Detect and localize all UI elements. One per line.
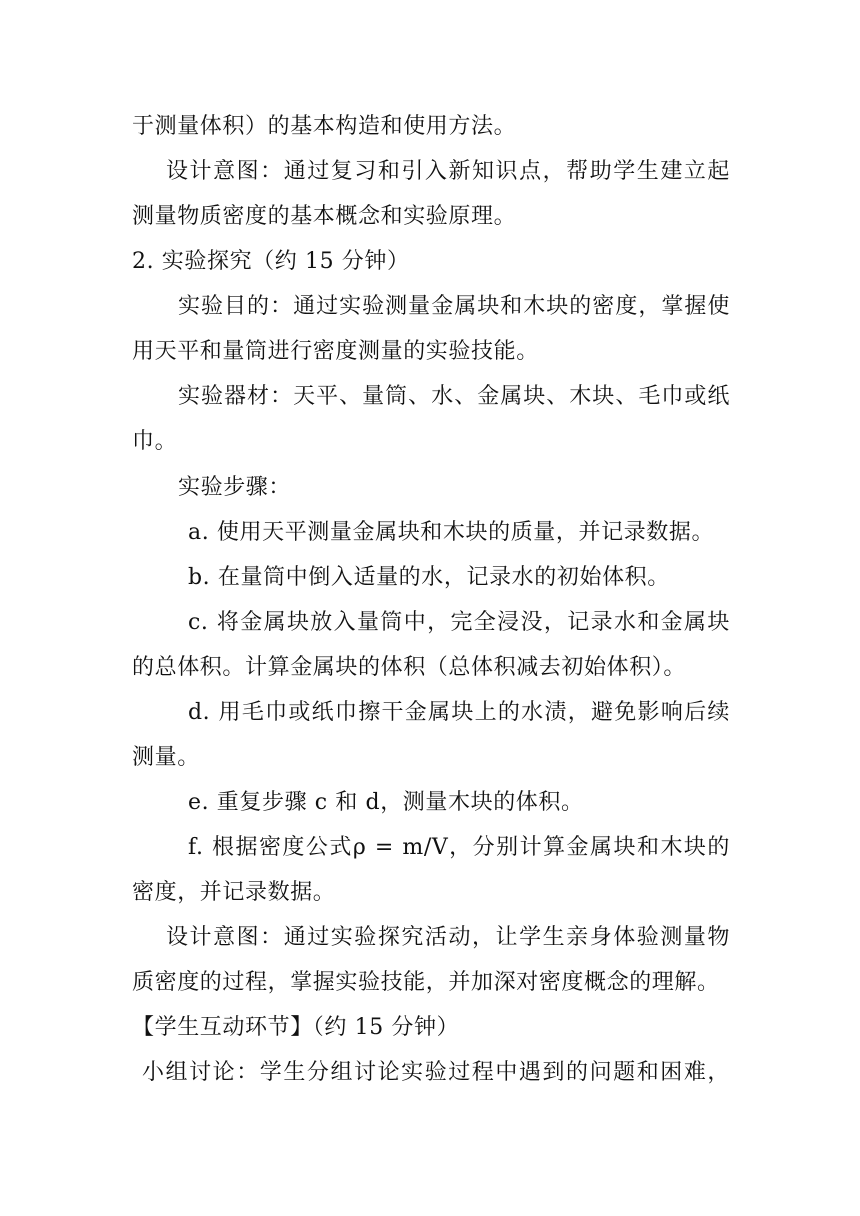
step-item: e. 重复步骤 c 和 d，测量木块的体积。	[188, 790, 584, 815]
step-item: f. 根据密度公式ρ = m/V，分别计算金属块和木块的	[188, 835, 730, 860]
text-line: 实验步骤：	[178, 475, 292, 500]
section-heading: 【学生互动环节】（约 15 分钟）	[132, 1015, 460, 1040]
step-item: c. 将金属块放入量筒中，完全浸没，记录水和金属块	[188, 610, 730, 635]
step-item: b. 在量筒中倒入适量的水，记录水的初始体积。	[188, 565, 670, 590]
section-heading: 2. 实验探究（约 15 分钟）	[132, 249, 410, 274]
text-line: 于测量体积）的基本构造和使用方法。	[132, 114, 517, 139]
step-item-continuation: 的总体积。计算金属块的体积（总体积减去初始体积）。	[132, 655, 687, 680]
text-line: 质密度的过程，掌握实验技能，并加深对密度概念的理解。	[132, 970, 720, 995]
text-line: 巾。	[132, 429, 178, 454]
step-item-continuation: 测量。	[132, 745, 200, 770]
text-line: 用天平和量筒进行密度测量的实验技能。	[132, 339, 539, 364]
text-line: 测量物质密度的基本概念和实验原理。	[132, 204, 517, 229]
step-item: a. 使用天平测量金属块和木块的质量，并记录数据。	[188, 520, 715, 545]
text-line: 小组讨论：学生分组讨论实验过程中遇到的问题和困难，	[142, 1060, 730, 1085]
text-line: 设计意图：通过实验探究活动，让学生亲身体验测量物	[166, 925, 730, 950]
step-item-continuation: 密度，并记录数据。	[132, 880, 336, 905]
text-line: 设计意图：通过复习和引入新知识点，帮助学生建立起	[166, 159, 730, 184]
step-item: d. 用毛巾或纸巾擦干金属块上的水渍，避免影响后续	[188, 700, 730, 725]
text-line: 实验器材：天平、量筒、水、金属块、木块、毛巾或纸	[178, 384, 730, 409]
text-line: 实验目的：通过实验测量金属块和木块的密度，掌握使	[178, 294, 730, 319]
